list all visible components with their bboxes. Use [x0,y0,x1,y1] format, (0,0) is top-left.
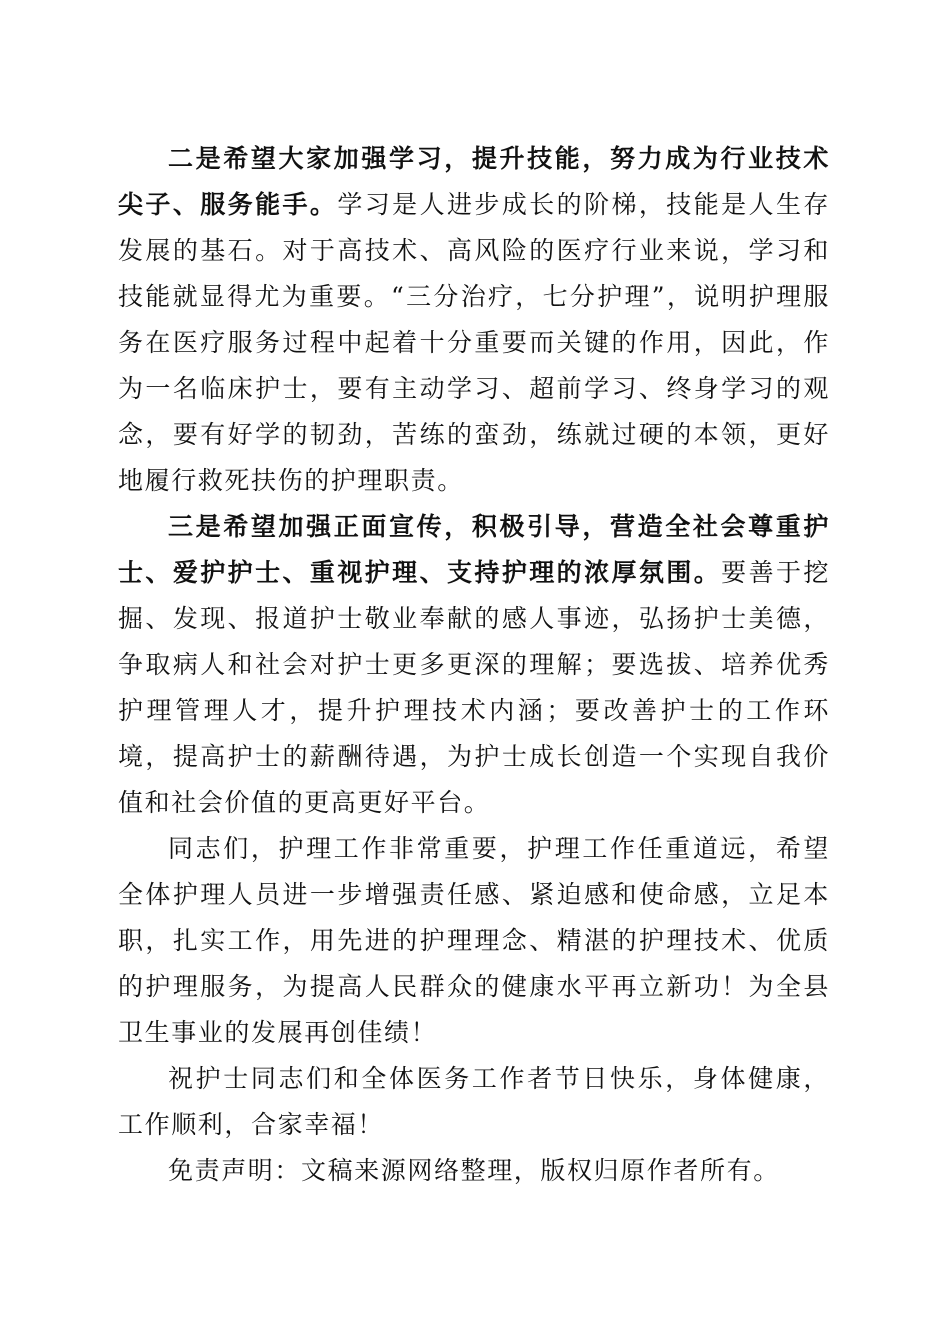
paragraph-lead: 二是希望大家加强学习，提升技能，努力成为行业技术尖子、服务能手。 [118,144,830,219]
paragraph-comrades [118,826,830,1056]
paragraph-disclaimer [118,1148,830,1194]
paragraph-body: 同志们，护理工作非常重要，护理工作任重道远，希望全体护理人员进一步增强责任感、紧迫感和使命感，立足本职，扎实工作，用先进的护理理念、精湛的护理技术、优质的护理服务，为提高人民群众的健康水平再立新功！为全县卫生事业的发展再创佳绩！ [118,834,830,1047]
paragraph-wishes [118,1056,830,1148]
paragraph-third-hope [118,504,830,826]
paragraph-second-hope [118,136,830,504]
document-page [118,136,830,1194]
paragraph-body: 祝护士同志们和全体医务工作者节日快乐，身体健康，工作顺利，合家幸福！ [118,1064,830,1139]
paragraph-lead: 三是希望加强正面宣传，积极引导，营造全社会尊重护士、爱护护士、重视护理、支持护理的浓厚氛围。 [118,512,830,587]
paragraph-body: 学习是人进步成长的阶梯，技能是人生存发展的基石。对于高技术、高风险的医疗行业来说，学习和技能就显得尤为重要。“三分治疗，七分护理”，说明护理服务在医疗服务过程中起着十分重要而关键的作用，因此，作为一名临床护士，要有主动学习、超前学习、终身学习的观念，要有好学的韧劲，苦练的蛮劲，练就过硬的本领，更好地履行救死扶伤的护理职责。 [118,190,830,495]
paragraph-body: 要善于挖掘、发现、报道护士敬业奉献的感人事迹，弘扬护士美德，争取病人和社会对护士更多更深的理解；要选拔、培养优秀护理管理人才，提升护理技术内涵；要改善护士的工作环境，提高护士的薪酬待遇，为护士成长创造一个实现自我价值和社会价值的更高更好平台。 [118,558,831,817]
paragraph-body: 免责声明：文稿来源网络整理，版权归原作者所有。 [168,1156,780,1185]
